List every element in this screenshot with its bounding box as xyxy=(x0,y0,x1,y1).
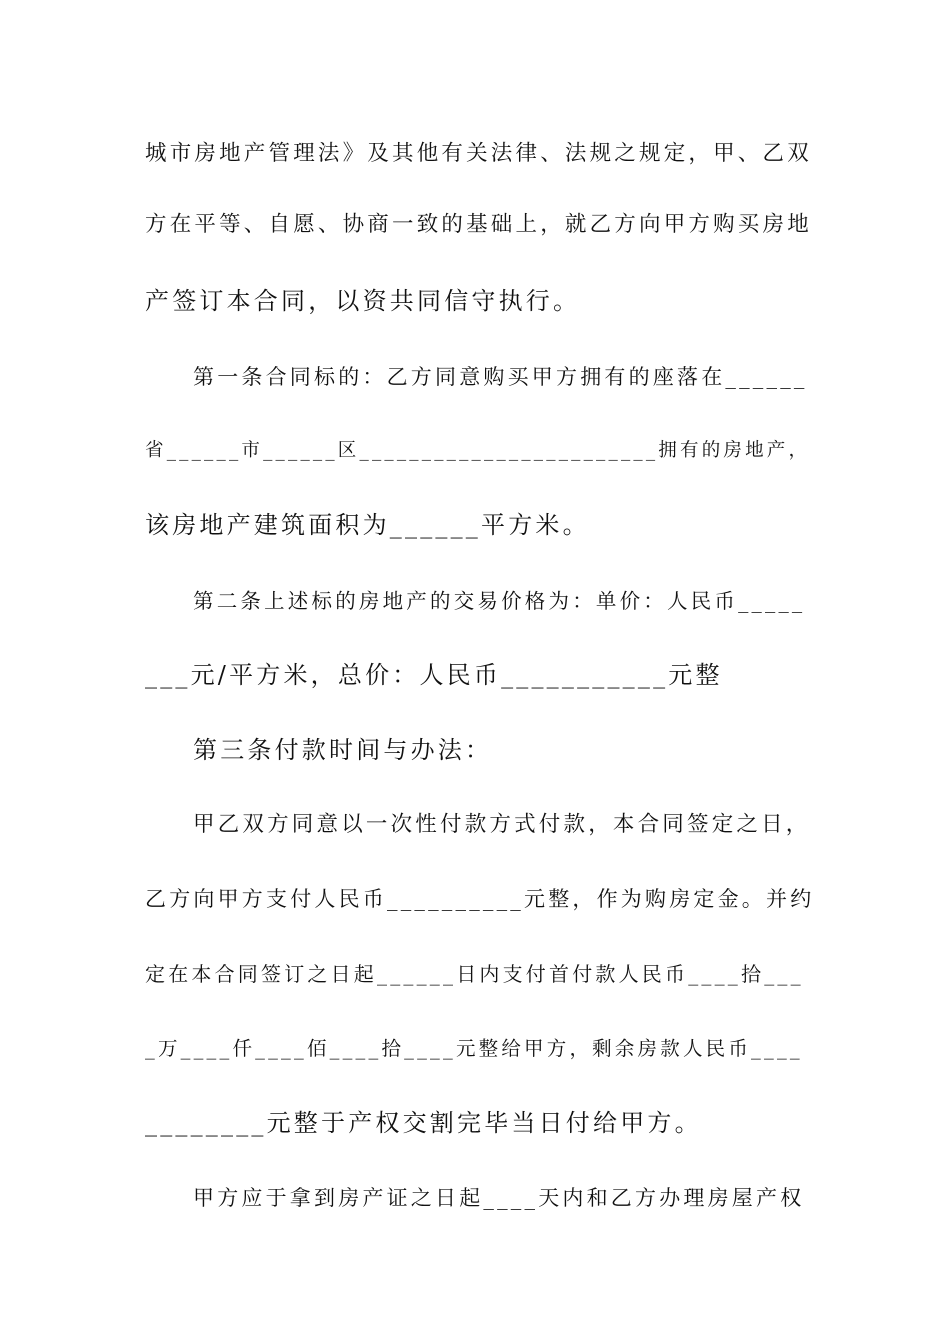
text-line-6: 该房地产建筑面积为______平方米。 xyxy=(145,511,590,539)
text-line-8: ___元/平方米，总价：人民币___________元整 xyxy=(145,661,723,689)
text-line-14: ________元整于产权交割完毕当日付给甲方。 xyxy=(145,1109,702,1137)
text-line-2: 方在平等、自愿、协商一致的基础上，就乙方向甲方购买房地 xyxy=(145,212,812,237)
text-line-10: 甲乙双方同意以一次性付款方式付款，本合同签定之日， xyxy=(193,812,811,837)
text-line-4: 第一条合同标的：乙方同意购买甲方拥有的座落在______ xyxy=(193,365,808,389)
text-line-15: 甲方应于拿到房产证之日起____天内和乙方办理房屋产权 xyxy=(193,1186,805,1210)
text-line-7: 第二条上述标的房地产的交易价格为：单价：人民币_____ xyxy=(193,589,806,613)
text-line-5: 省______市______区________________________拥有的房地产， xyxy=(145,440,811,461)
text-line-9: 第三条付款时间与办法： xyxy=(193,736,493,764)
text-line-13: _万____仟____佰____拾____元整给甲方，剩余房款人民币____ xyxy=(145,1037,803,1060)
text-line-1: 城市房地产管理法》及其他有关法律、法规之规定，甲、乙双 xyxy=(145,141,812,166)
text-line-12: 定在本合同签订之日起______日内支付首付款人民币____拾___ xyxy=(145,962,804,986)
text-line-3: 产签订本合同，以资共同信守执行。 xyxy=(145,287,581,315)
text-line-11: 乙方向甲方支付人民币__________元整，作为购房定金。并约 xyxy=(145,887,815,911)
